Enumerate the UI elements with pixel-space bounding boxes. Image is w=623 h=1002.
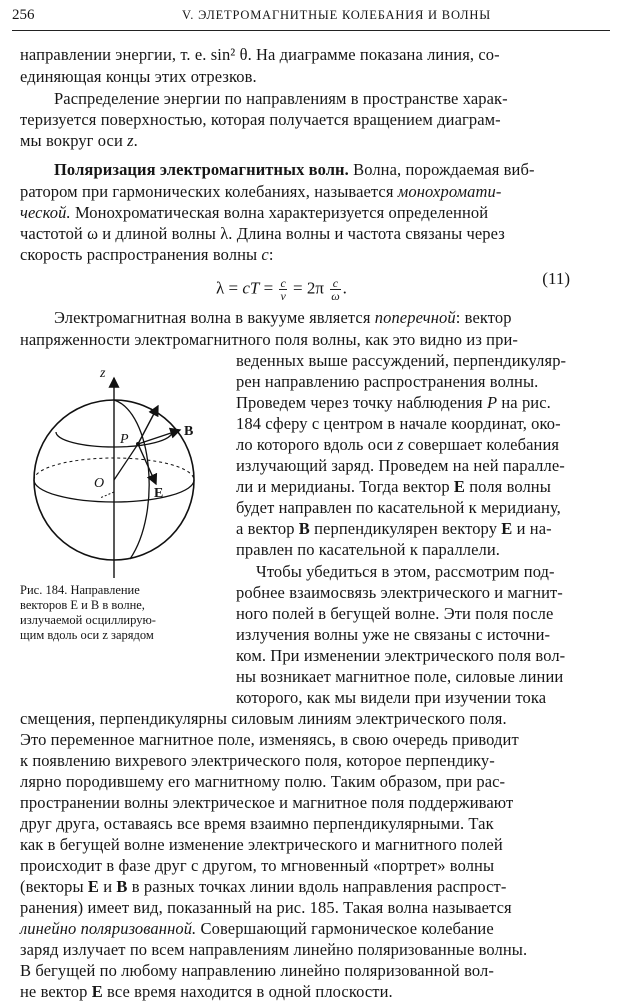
p5-line-15: происходит в фазе друг с другом, то мгновенный «портрет» волны bbox=[20, 856, 495, 875]
p3-line-1: Поляризация электромагнитных волн. Волна, порождаемая виб- bbox=[54, 160, 535, 179]
p5-line-8: смещения, перпендикулярны силовым линиям электрического поля. bbox=[20, 709, 507, 728]
p1-line-1: направлении энергии, т. е. sin² θ. На диаграмме показана линия, со- bbox=[20, 45, 500, 64]
p3-line-3: ческой. Монохроматическая волна характеризуется определенной bbox=[20, 203, 489, 222]
p2-line-2: теризуется поверхностью, которая получается вращением диаграм- bbox=[20, 110, 501, 129]
p5-line-3: ного полей в бегущей волне. Эти поля после bbox=[236, 604, 554, 623]
page-header bbox=[12, 4, 610, 31]
figure-184 bbox=[12, 352, 227, 590]
label-o: O bbox=[94, 476, 105, 491]
p4-line-2: напряженности электромагнитного поля волны, как это видно из при- bbox=[20, 330, 518, 349]
p5-line-18: линейно поляризованной. Совершающий гармоническое колебание bbox=[20, 919, 494, 938]
running-head: V. ЭЛЕТРОМАГНИТНЫЕ КОЛЕБАНИЯ И ВОЛНЫ bbox=[182, 8, 491, 22]
p5-line-4: излучения волны уже не связаны с источни- bbox=[236, 625, 551, 644]
label-e: E bbox=[154, 486, 164, 501]
p5-line-17: ранения) имеет вид, показанный на рис. 185. Такая волна называется bbox=[20, 898, 512, 917]
label-z: z bbox=[100, 366, 106, 381]
p4-line-10: будет направлен по касательной к меридиану, bbox=[236, 498, 561, 517]
section-heading: Поляризация электромагнитных волн. bbox=[54, 160, 349, 179]
label-p: P bbox=[120, 432, 129, 447]
p5-line-21: не вектор E все время находится в одной плоскости. bbox=[20, 982, 393, 1001]
p5-line-10: к появлению вихревого электрического поля, которое перпендику- bbox=[20, 751, 495, 770]
figure-caption bbox=[20, 583, 230, 643]
p1-line-2: единяющая концы этих отрезков. bbox=[20, 67, 257, 86]
p3-line-5: скорость распространения волны c: bbox=[20, 245, 274, 264]
p2-line-3: мы вокруг оси z. bbox=[20, 131, 138, 150]
p5-line-19: заряд излучает по всем направлениям линейно поляризованные волны. bbox=[20, 940, 528, 959]
p3-line-4: частотой ω и длиной волны λ. Длина волны и частота связаны через bbox=[20, 224, 505, 243]
caption-line-3: излучаемой осциллирую- bbox=[20, 613, 156, 627]
p4-line-3: веденных выше рассуждений, перпендикуляр- bbox=[236, 351, 567, 370]
p2-line-1: Распределение энергии по направлениям в пространстве харак- bbox=[54, 89, 508, 108]
equation-body: λ = cT = $\frac{c}{\nu}$ = 2π $\frac{c}{\omega}$ . bbox=[216, 276, 347, 303]
p5-line-11: лярно породившему его магнитному полю. Таким образом, при рас- bbox=[20, 772, 506, 791]
p5-line-14: как в бегущей волне изменение электрического и магнитного полей bbox=[20, 835, 503, 854]
p5-line-16: (векторы E и B в разных точках линии вдоль направления распрост- bbox=[20, 877, 507, 896]
p4-line-5: Проведем через точку наблюдения P на рис. bbox=[236, 393, 551, 412]
projection-line bbox=[100, 492, 114, 498]
p3-line-2: ратором при гармонических колебаниях, называется монохромати- bbox=[20, 182, 502, 201]
page-number: 256 bbox=[12, 7, 35, 23]
p5-line-20: В бегущей по любому направлению линейно поляризованной вол- bbox=[20, 961, 494, 980]
p4-line-11: а вектор B перпендикулярен вектору E и на- bbox=[236, 519, 552, 538]
radius-op bbox=[114, 444, 138, 480]
p5-line-2: робнее взаимосвязь электрического и магнит- bbox=[236, 583, 563, 602]
p4-line-12: правлен по касательной к параллели. bbox=[236, 540, 501, 559]
p4-line-1: Электромагнитная волна в вакууме является поперечной: вектор bbox=[54, 308, 512, 327]
caption-line-1: Рис. 184. Направление bbox=[20, 583, 140, 597]
e-vector bbox=[138, 444, 156, 484]
p4-line-4: рен направлению распространения волны. bbox=[236, 372, 539, 391]
sphere-diagram bbox=[12, 352, 227, 590]
p4-line-8: излучающий заряд. Проведем на ней паралле- bbox=[236, 456, 565, 475]
p5-line-5: ком. При изменении электрического поля вол- bbox=[236, 646, 566, 665]
p5-line-7: которого, как мы видели при изучении тока bbox=[236, 688, 547, 707]
p5-line-12: пространении волны электрическое и магнитное поля поддерживают bbox=[20, 793, 514, 812]
p4-line-9: ли и меридианы. Тогда вектор E поля волны bbox=[236, 477, 551, 496]
label-b: B bbox=[184, 424, 194, 439]
p5-line-9: Это переменное магнитное поле, изменяясь, в свою очередь приводит bbox=[20, 730, 519, 749]
equation-number: (11) bbox=[542, 269, 570, 288]
p5-line-13: друг друга, оставаясь все время взаимно перпендикулярными. Так bbox=[20, 814, 494, 833]
p5-line-1: Чтобы убедиться в этом, рассмотрим под- bbox=[256, 562, 555, 581]
equation-11 bbox=[210, 267, 570, 307]
meridian bbox=[114, 400, 149, 559]
p4-line-6: 184 сферу с центром в начале координат, око- bbox=[236, 414, 561, 433]
point-p bbox=[136, 442, 140, 446]
caption-line-4: щим вдоль оси z зарядом bbox=[20, 628, 154, 642]
p4-line-7: ло которого вдоль оси z совершает колебания bbox=[236, 435, 560, 454]
p5-line-6: ны возникает магнитное поле, силовые линии bbox=[236, 667, 564, 686]
caption-line-2: векторов E и B в волне, bbox=[20, 598, 145, 612]
